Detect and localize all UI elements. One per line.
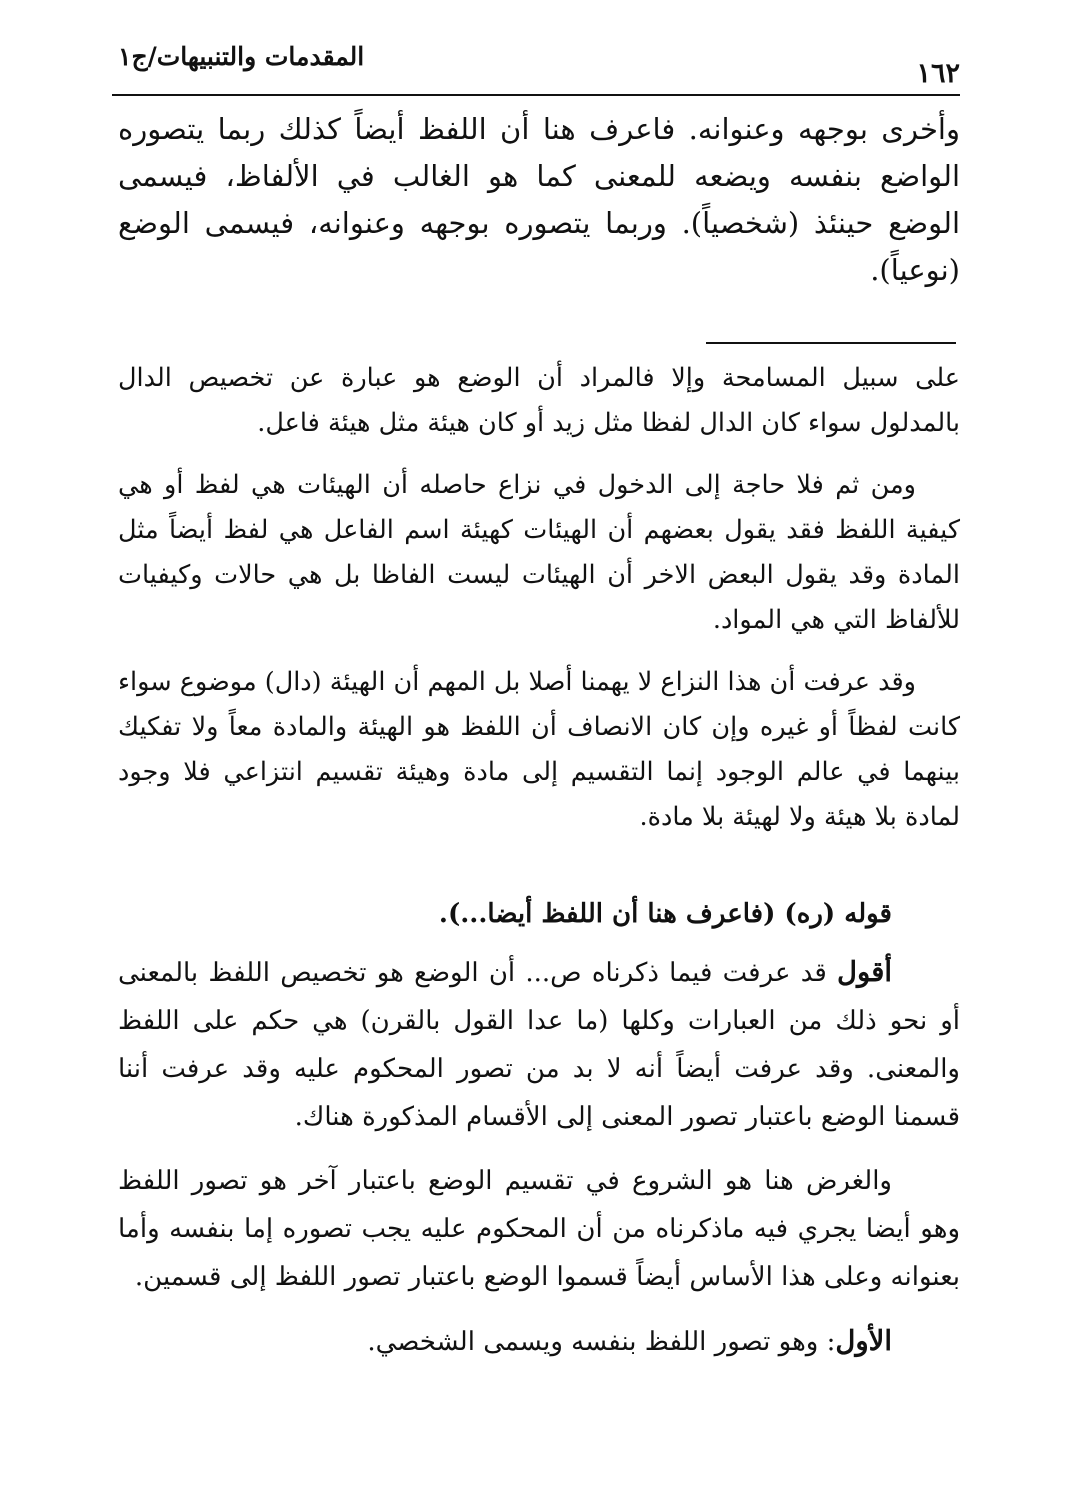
main-paragraph: وأخرى بوجهه وعنوانه. فاعرف هنا أن اللفظ أيضاً كذلك ربما يتصوره الواضع بنفسه ويضعه للمعنى كما هو الغالب في الألفاظ، فيسمى الوضع حينئذ (شخصياً). وربما يتصوره بوجهه وعنوانه، فيسمى الوضع (نوعياً). bbox=[118, 112, 960, 287]
running-title: المقدمات والتنبيهات/ج١ bbox=[118, 42, 365, 71]
commentary-block bbox=[118, 890, 960, 1382]
note-paragraph-3: وقد عرفت أن هذا النزاع لا يهمنا أصلا بل المهم أن الهيئة (دال) موضوع سواء كانت لفظاً أو غيره وإن كان الانصاف أن اللفظ هو الهيئة والمادة معاً ولا تفكيك بينهما في عالم الوجود إنما التقسيم إلى مادة وهيئة تقسيم انتزاعي فلا وجود لمادة بلا هيئة ولا لهيئة بلا مادة. bbox=[118, 667, 960, 832]
footnote-separator bbox=[706, 342, 956, 344]
notes-block bbox=[118, 356, 960, 857]
header-rule bbox=[112, 94, 960, 96]
paragraph-lead-word: الأول bbox=[835, 1325, 892, 1357]
commentary-paragraph-3 bbox=[118, 1317, 960, 1366]
paragraph-body: قد عرفت فيما ذكرناه ص... أن الوضع هو تخصيص اللفظ بالمعنى أو نحو ذلك من العبارات وكلها (ما عدا القول بالقرن) هي حكم على اللفظ والمعنى. وقد عرفت أيضاً أنه لا بد من تصور المحكوم عليه وقد عرفت أننا قسمنا الوضع باعتبار تصور المعنى إلى الأقسام المذكورة هناك. bbox=[118, 958, 960, 1132]
commentary-paragraph-1 bbox=[118, 948, 960, 1141]
commentary-paragraph-2: والغرض هنا هو الشروع في تقسيم الوضع باعتبار آخر هو تصور اللفظ وهو أيضا يجري فيه ماذكرناه من أن المحكوم عليه يجب تصوره إما بنفسه وأما بعنوانه وعلى هذا الأساس أيضاً قسموا الوضع باعتبار تصور اللفظ إلى قسمين. bbox=[118, 1166, 960, 1292]
page-number: ١٦٢ bbox=[916, 58, 960, 89]
paragraph-lead-word: أقول bbox=[837, 956, 892, 988]
main-text-block bbox=[118, 106, 960, 294]
note-paragraph-1: على سبيل المسامحة وإلا فالمراد أن الوضع هو عبارة عن تخصيص الدال بالمدلول سواء كان الدال لفظا مثل زيد أو كان هيئة مثل هيئة فاعل. bbox=[118, 363, 960, 438]
paragraph-body: : وهو تصور اللفظ بنفسه ويسمى الشخصي. bbox=[367, 1327, 836, 1357]
commentary-heading: قوله (ره) (فاعرف هنا أن اللفظ أيضا...). bbox=[438, 899, 892, 929]
note-paragraph-2: ومن ثم فلا حاجة إلى الدخول في نزاع حاصله أن الهيئات هي لفظ أو هي كيفية اللفظ فقد يقول بعضهم أن الهيئات كهيئة اسم الفاعل هي لفظ أيضاً مثل المادة وقد يقول البعض الاخر أن الهيئات ليست الفاظا بل هي حالات وكيفيات للألفاظ التي هي المواد. bbox=[118, 470, 960, 635]
